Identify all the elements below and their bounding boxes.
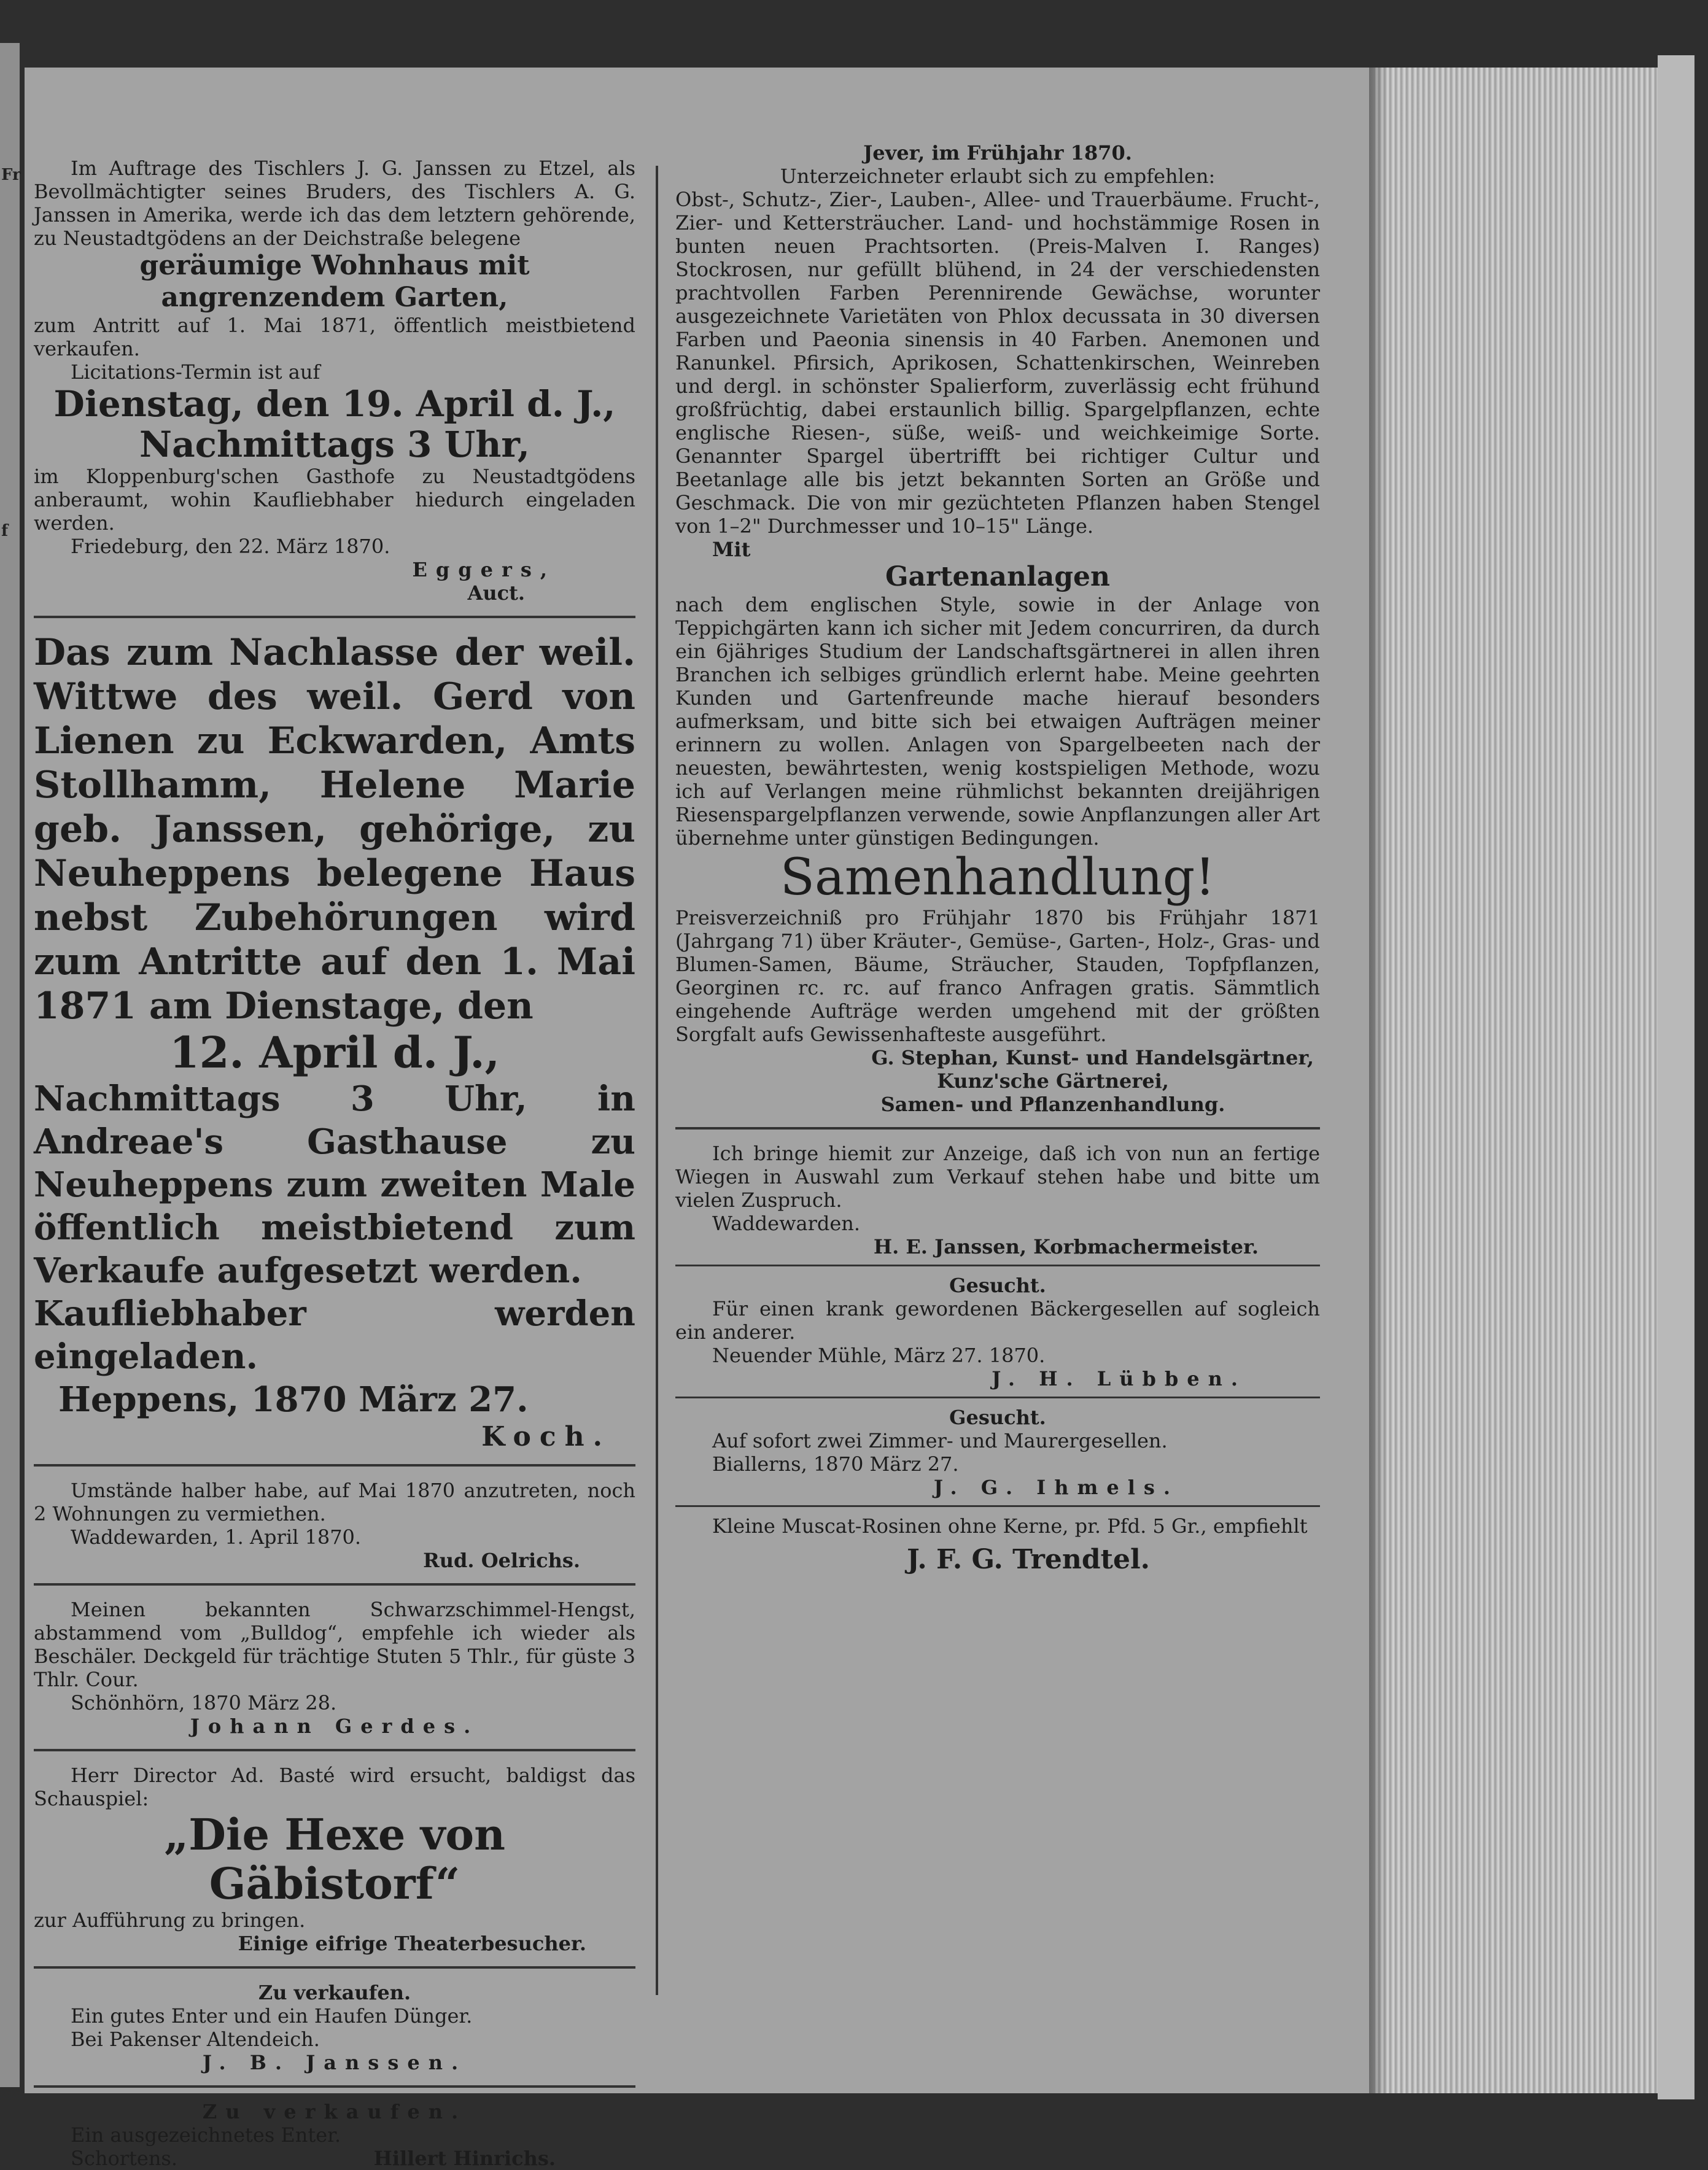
ad-separator [34, 1583, 635, 1586]
ad-separator [34, 616, 635, 618]
ad-separator [675, 1265, 1320, 1266]
ad-signature: J. G. Ihmels. [933, 1476, 1179, 1499]
ad-seed-body: Preisverzeichniß pro Frühjahr 1870 bis Frühjahr 1871 (Jahrgang 71) über Kräuter-, Gemüse-, Garten-, Holz-, Gras- und Blumen-Samen, Bäume, Sträucher, Stauden, Topfpflanzen, Georginen rc. rc. auf franco Anfragen gratis. Sämmtlich eingehende Aufträge werden umgehend mit der größten Sorgfalt aufs Gewissenhafteste ausgeführt. [675, 906, 1320, 1046]
margin-fragment: f [1, 522, 9, 540]
ad-signature: Johann Gerdes. [190, 1715, 479, 1738]
ad-neuheppens-house [34, 630, 635, 1453]
ad-seed-heading: Samenhandlung! [780, 848, 1216, 907]
margin-fragment: Fr [1, 166, 21, 184]
ad-body: Herr Director Ad. Basté wird ersucht, baldigst das Schauspiel: [34, 1764, 635, 1810]
ad-separator [34, 1966, 635, 1969]
book-cover-edge [1658, 55, 1694, 2099]
ad-place: Waddewarden. [712, 1212, 861, 1235]
ad-time-line: Nachmittags 3 Uhr, [139, 424, 530, 465]
ad-invite: Kaufliebhaber werden eingeladen. [34, 1293, 635, 1377]
ad-date-line: 12. April d. J., [169, 1027, 500, 1078]
ad-separator [675, 1127, 1320, 1130]
ad-separator [34, 1749, 635, 1751]
ad-signature: Kunz'sche Gärtnerei, [937, 1069, 1169, 1093]
ad-place-date: Schönhörn, 1870 März 28. [71, 1691, 337, 1715]
ad-body: Ein ausgezeichnetes Enter. [71, 2123, 341, 2147]
ad-mit: Mit [712, 538, 751, 561]
ad-wohnhaus-auction [34, 157, 635, 605]
ad-signature: Einige eifrige Theaterbesucher. [238, 1932, 586, 1955]
ad-text: zum Antritt auf 1. Mai 1871, öffentlich meistbietend verkaufen. [34, 314, 635, 360]
ad-signature-title: Auct. [467, 581, 525, 605]
ad-theater [34, 1764, 635, 1955]
ad-signature: Rud. Oelrichs. [423, 1549, 580, 1572]
ad-body: Nachmittags 3 Uhr, in Andreae's Gasthause zu Neuheppens zum zweiten Male öffentlich meistbietend zum Verkaufe aufgesetzt werden. [34, 1079, 635, 1291]
ad-body: Für einen krank gewordenen Bäckergesellen auf sogleich ein anderer. [675, 1297, 1320, 1344]
ad-signature: Samen- und Pflanzenhandlung. [880, 1093, 1225, 1116]
ad-signature: J. F. G. Trendtel. [907, 1544, 1150, 1575]
ad-place-date: Friedeburg, den 22. März 1870. [71, 535, 390, 558]
ad-zu-verkaufen-2 [34, 2100, 635, 2170]
ad-hengst [34, 1598, 635, 1738]
ad-place-date: Biallerns, 1870 März 27. [712, 1452, 959, 1476]
ad-wohnungen [34, 1479, 635, 1572]
ad-intro: Unterzeichneter erlaubt sich zu empfehlen: [780, 165, 1216, 188]
ad-body: Ich bringe hiemit zur Anzeige, daß ich von nun an fertige Wiegen in Auswahl zum Verkauf stehen habe und bitte um vielen Zuspruch. [675, 1142, 1320, 1212]
ad-wiegen [675, 1142, 1320, 1258]
ad-play-title: „Die Hexe von Gäbistorf“ [163, 1809, 506, 1909]
ad-gesucht-gesellen [675, 1406, 1320, 1499]
ad-signature: H. E. Janssen, Korbmachermeister. [873, 1235, 1259, 1258]
ad-body: Umstände halber habe, auf Mai 1870 anzutreten, noch 2 Wohnungen zu vermiethen. [34, 1479, 635, 1525]
gutter-shadow [1369, 68, 1388, 2093]
ad-separator [675, 1397, 1320, 1398]
ad-place: Bei Pakenser Altendeich. [71, 2028, 320, 2051]
ad-signature: G. Stephan, Kunst- und Handelsgärtner, [871, 1046, 1314, 1069]
book-page-edges [1375, 68, 1667, 2093]
ad-heading: Zu verkaufen. [258, 1981, 411, 2004]
ad-separator [675, 1505, 1320, 1507]
ad-gesucht-baecker [675, 1274, 1320, 1390]
ad-body: Das zum Nachlasse der weil. Wittwe des weil. Gerd von Lienen zu Eckwarden, Amts Stollhamm, Helene Marie geb. Janssen, gehörige, zu Neuheppens belegene Haus nebst Zubehörungen wird zum Antritte auf den 1. Mai 1871 am Dienstage, den [34, 631, 635, 1028]
ad-place-date: Waddewarden, 1. April 1870. [71, 1525, 362, 1549]
ad-body: Ein gutes Enter und ein Haufen Dünger. [71, 2004, 473, 2028]
ad-signature: Koch. [481, 1421, 611, 1452]
left-column [34, 74, 635, 2170]
ad-headline: geräumige Wohnhaus mit angrenzendem Garten, [139, 250, 530, 313]
ad-heading: Gesucht. [949, 1406, 1046, 1429]
ad-separator [34, 1464, 635, 1467]
ad-body: Kleine Muscat-Rosinen ohne Kerne, pr. Pfd. 5 Gr., empfiehlt [712, 1514, 1308, 1538]
ad-date-line: Dienstag, den 19. April d. J., [53, 383, 616, 425]
ad-signature: Eggers, [412, 558, 556, 581]
ad-garden-body: nach dem englischen Style, sowie in der Anlage von Teppichgärten kann ich sicher mit Jedem concurriren, da durch ein 6jähriges Studium der Landschaftsgärtnerei in allen ihren Branchen ich selbiges gründlich erlernt habe. Meine geehrten Kunden und Gartenfreunde mache hierauf besonders aufmerksam, und bitte sich bei etwaigen Aufträgen meiner erinnern zu wollen. Anlagen von Spargelbeeten nach der neuesten, bewährtesten, wenig kostspieligen Methode, wozu ich auf Verlangen meine rühmlichst bekannten dreijährigen Riesenspargelpflanzen verwende, sowie Anpflanzungen aller Art übernehme unter günstigen Bedingungen. [675, 593, 1320, 850]
ad-heading: Gesucht. [949, 1274, 1046, 1297]
ad-signature: Hillert Hinrichs. [373, 2147, 556, 2170]
ad-body: Auf sofort zwei Zimmer- und Maurergesellen. [712, 1429, 1168, 1452]
ad-place-date: Heppens, 1870 März 27. [58, 1379, 529, 1420]
ad-zu-verkaufen-1 [34, 1981, 635, 2074]
ad-signature: J. H. Lübben. [992, 1367, 1246, 1390]
column-rule [656, 166, 658, 1995]
ad-stephan-nursery [675, 141, 1320, 1116]
ad-rosinen [675, 1514, 1320, 1576]
previous-page-edge [0, 43, 20, 2087]
right-column [675, 74, 1320, 1576]
ad-place: Schortens. [71, 2147, 178, 2170]
ad-body: Meinen bekannten Schwarzschimmel-Hengst, abstammend vom „Bulldog“, empfehle ich wieder als Beschäler. Deckgeld für trächtige Stuten 5 Thlr., für güste 3 Thlr. Cour. [34, 1598, 635, 1691]
ad-body: Im Auftrage des Tischlers J. G. Janssen zu Etzel, als Bevollmächtigter seines Bruders, des Tischlers A. G. Janssen in Amerika, werde ich das dem letztern gehörende, zu Neustadtgödens an der Deichstraße belegene [34, 157, 635, 250]
ad-place-date: Neuender Mühle, März 27. 1870. [712, 1344, 1046, 1367]
ad-body: zur Aufführung zu bringen. [34, 1908, 306, 1932]
ad-text: im Kloppenburg'schen Gasthofe zu Neustadtgödens anberaumt, wohin Kaufliebhaber hiedurch eingeladen werden. [34, 465, 635, 535]
ad-place-date: Jever, im Frühjahr 1870. [863, 141, 1132, 165]
ad-signature: J. B. Janssen. [202, 2051, 467, 2074]
ad-garden-heading: Gartenanlagen [885, 561, 1111, 592]
ad-separator [34, 2085, 635, 2088]
ad-body: Obst-, Schutz-, Zier-, Lauben-, Allee- und Trauerbäume. Frucht-, Zier- und Kettersträucher. Land- und hochstämmige Rosen in bunten neuen Prachtsorten. (Preis-Malven I. Ranges) Stockrosen, nur gefüllt blühend, in 24 der verschiedensten prachtvollen Farben Perennirende Gewächse, worunter ausgezeichnete Varietäten von Phlox decussata in 30 diversen Farben und Paeonia sinensis in 40 Farben. Anemonen und Ranunkel. Pfirsich, Aprikosen, Schattenkirschen, Weinreben und dergl. in schönster Spalierform, zuverlässig echt frühund großfrüchtig, dabei erstaunlich billig. Spargelpflanzen, echte englische Riesen-, süße, weiß- und weichkeimige Sorte. Genannter Spargel übertrifft bei richtiger Cultur und Beetanlage alle bis jetzt bekannten Sorten an Größe und Geschmack. Die von mir gezüchteten Pflanzen haben Stengel von 1–2" Durchmesser und 10–15" Länge. [675, 188, 1320, 538]
ad-heading: Zu verkaufen. [202, 2100, 467, 2123]
ad-term-label: Licitations-Termin ist auf [71, 360, 320, 384]
